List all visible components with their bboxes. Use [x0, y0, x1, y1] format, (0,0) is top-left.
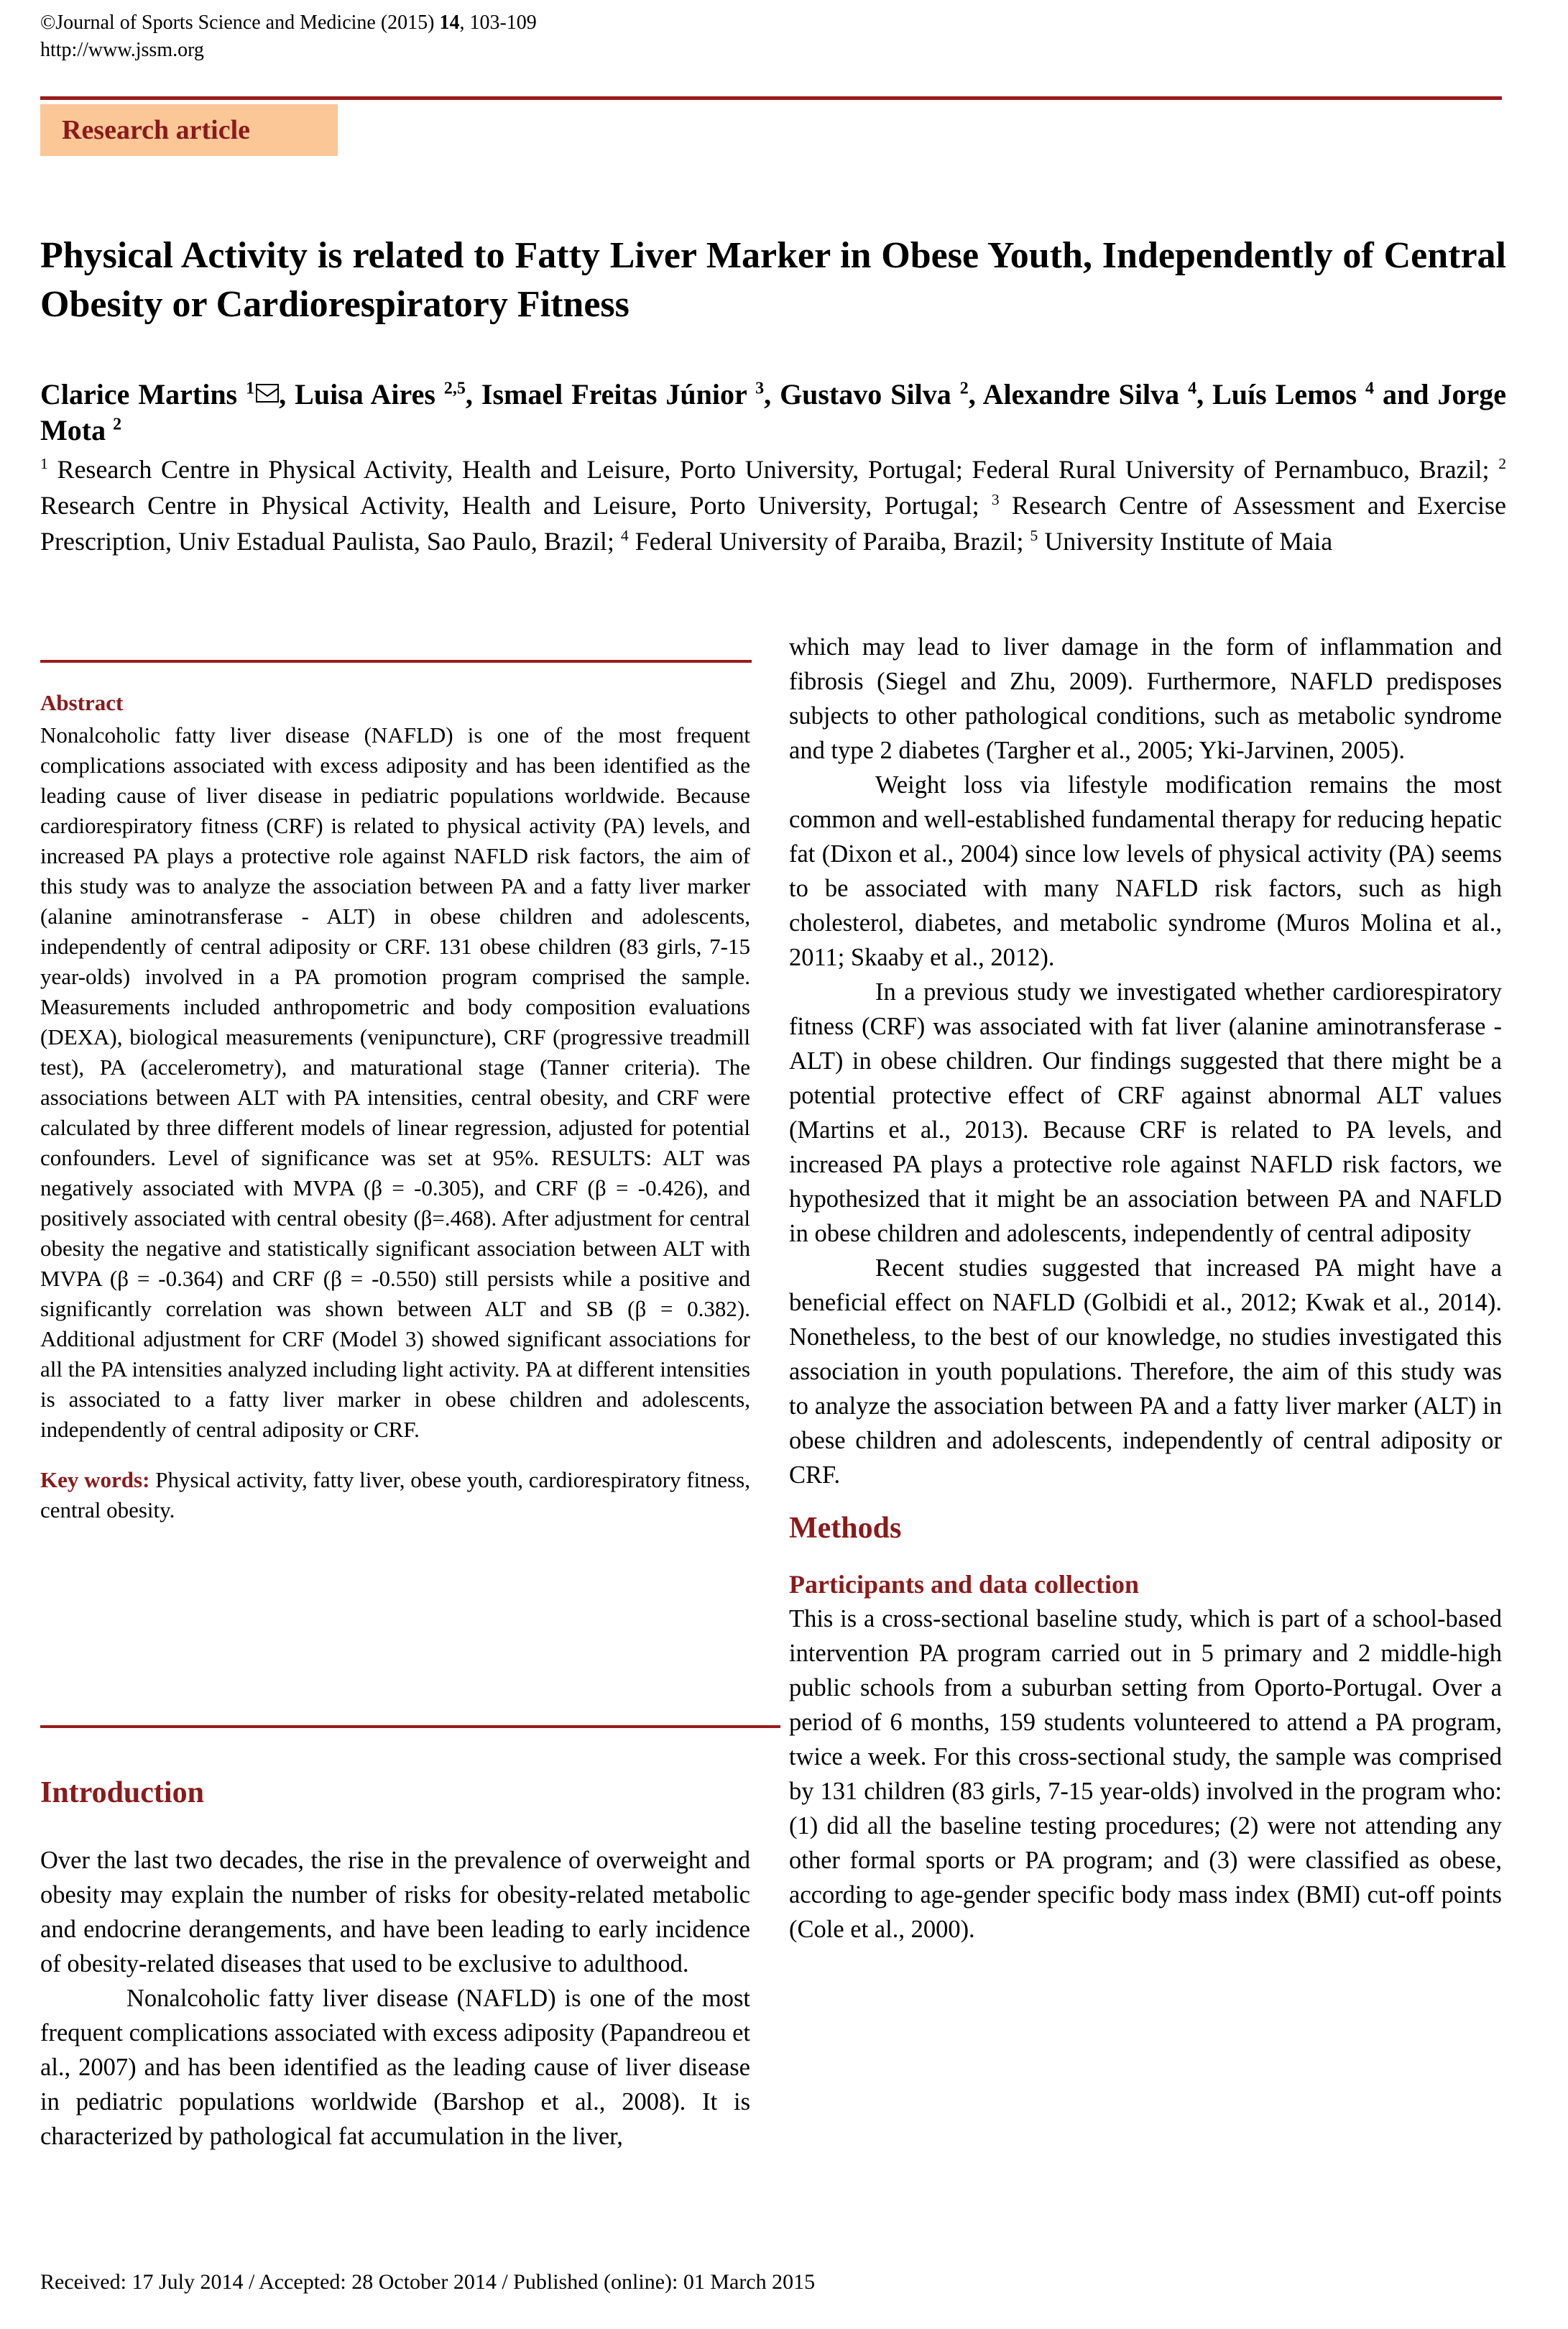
affiliation-mark: 1 [40, 455, 48, 472]
author: Clarice Martins [40, 378, 238, 410]
separator: and [1374, 378, 1438, 410]
introduction-heading: Introduction [40, 1776, 204, 1809]
affiliation: Research Centre in Physical Activity, Health and Leisure, Porto University, Portugal; [40, 491, 979, 520]
header-rule [40, 96, 1502, 100]
affiliation-mark: 2 [1498, 455, 1506, 472]
affiliation: Research Centre of Assessment and Exercise Prescription, Univ Estadual Paulista, Sao Paulo, Brazil; [40, 491, 1507, 556]
journal-pages: , 103-109 [459, 12, 537, 34]
article-type-label: Research article [62, 115, 251, 145]
publication-dates: Received: 17 July 2014 / Accepted: 28 October 2014 / Published (online): 01 March 2015 [40, 2270, 816, 2294]
intro-paragraph: Over the last two decades, the rise in the prevalence of overweight and obesity may explain the number of risks for obesity-related metabolic and endocrine derangements, and have been leading to early incidence of obesity-related diseases that used to be exclusive to adulthood. [40, 1847, 750, 1977]
author: Luís Lemos [1212, 378, 1357, 410]
intro-paragraph: Nonalcoholic fatty liver disease (NAFLD) is one of the most frequent complications associated with excess adiposity (Papandreou et al., 2007) and has been identified as the leading cause of liver disease in pediatric populations worldwide (Barshop et al., 2008). It is characterized by pathological fat accumulation in the liver, [40, 1985, 750, 2150]
right-column [789, 630, 1502, 1947]
journal-name: ©Journal of Sports Science and Medicine (2015) [40, 12, 440, 34]
author-affiliation-mark: 4 [1188, 379, 1197, 398]
separator: , [968, 378, 983, 410]
author-affiliation-mark: 1 [246, 379, 255, 398]
affiliation-mark: 5 [1030, 527, 1038, 544]
body-paragraph: which may lead to liver damage in the form of inflammation and fibrosis (Siegel and Zhu, 2009). Furthermore, NAFLD predisposes subjects to other pathological conditions, such as metabolic syndrome and type 2 diabetes (Targher et al., 2005; Yki-Jarvinen, 2005). [789, 633, 1502, 764]
paper-title: Physical Activity is related to Fatty Liver Marker in Obese Youth, Independently of Central Obesity or Cardiorespiratory Fitness [40, 235, 1506, 325]
methods-heading: Methods [789, 1512, 902, 1545]
introduction-section [40, 1776, 750, 2154]
separator: , [1196, 378, 1213, 410]
author: Gustavo Silva [780, 378, 951, 410]
author-affiliation-mark: 3 [755, 379, 765, 398]
article-type-badge [40, 104, 338, 156]
abstract-bottom-rule [40, 1725, 780, 1728]
author-affiliation-mark: 2 [113, 415, 122, 434]
journal-citation [40, 10, 537, 36]
participants-heading: Participants and data collection [789, 1570, 1139, 1599]
body-paragraph: Recent studies suggested that increased PA might have a beneficial effect on NAFLD (Golbidi et al., 2012; Kwak et al., 2014). Nonetheless, to the best of our knowledge, no studies investigated this association in youth populations. Therefore, the aim of this study was to analyze the association between PA and a fatty liver marker (ALT) in obese children and adolescents, independently of central adiposity or CRF. [789, 1254, 1502, 1489]
affiliations [40, 451, 1506, 559]
abstract-text: Nonalcoholic fatty liver disease (NAFLD) is one of the most frequent complications associated with excess adiposity and has been identified as the leading cause of liver disease in pediatric populations worldwide. Because cardiorespiratory fitness (CRF) is related to physical activity (PA) levels, and increased PA plays a protective role against NAFLD risk factors, the aim of this study was to analyze the association between PA and a fatty liver marker (alanine aminotransferase - ALT) in obese children and adolescents, independently of central adiposity or CRF. 131 obese children (83 girls, 7-15 year-olds) involved in a PA promotion program comprised the sample. Measurements included anthropometric and body composition evaluations (DEXA), biological measurements (venipuncture), CRF (progressive treadmill test), PA (accelerometry), and maturational stage (Tanner criteria). The associations between ALT with PA intensities, central obesity, and CRF were calculated by three different models of linear regression, adjusted for potential confounders. Level of significance was set at 95%. RESULTS: ALT was negatively associated with MVPA (β = -0.305), and CRF (β = -0.426), and positively associated with central obesity (β=.468). After adjustment for central obesity the negative and statistically significant association between ALT with MVPA (β = -0.364) and CRF (β = -0.550) still persists while a positive and significantly correlation was shown between ALT and SB (β = 0.382). Additional adjustment for CRF (Model 3) showed significant associations for all the PA intensities analyzed including light activity. PA at different intensities is associated to a fatty liver marker in obese children and adolescents, independently of central adiposity or CRF. [40, 722, 750, 1442]
author: Jorge Mota [40, 378, 1507, 446]
affiliation: Research Centre in Physical Activity, Health and Leisure, Porto University, Portugal; Federal Rural University of Pernambuco, Brazil; [57, 455, 1490, 484]
body-paragraph: This is a cross-sectional baseline study, which is part of a school-based intervention PA program carried out in 5 primary and 2 middle-high public schools from a suburban setting from Oporto-Portugal. Over a period of 6 months, 159 students volunteered to attend a PA program, twice a week. For this cross-sectional study, the sample was comprised by 131 children (83 girls, 7-15 year-olds) involved in the program who: (1) did all the baseline testing procedures; (2) were not attending any other formal sports or PA program; and (3) were classified as obese, according to age-gender specific body mass index (BMI) cut-off points (Cole et al., 2000). [789, 1605, 1502, 1943]
author: Ismael Freitas Júnior [481, 378, 747, 410]
author: Luisa Aires [295, 378, 435, 410]
journal-url[interactable]: http://www.jssm.org [40, 39, 204, 61]
separator: , [465, 378, 481, 410]
author-affiliation-mark: 4 [1365, 379, 1375, 398]
affiliation: Federal University of Paraiba, Brazil; [635, 527, 1024, 556]
keywords-label: Key words: [40, 1467, 150, 1492]
keywords [40, 1465, 750, 1525]
author-affiliation-mark: 2,5 [443, 379, 466, 398]
body-paragraph: Weight loss via lifestyle modification remains the most common and well-established fundamental therapy for reducing hepatic fat (Dixon et al., 2004) since low levels of physical activity (PA) seems to be associated with many NAFLD risk factors, such as high cholesterol, diabetes, and metabolic syndrome (Muros Molina et al., 2011; Skaaby et al., 2012). [789, 771, 1502, 971]
body-paragraph: In a previous study we investigated whether cardiorespiratory fitness (CRF) was associated with fat liver (alanine aminotransferase - ALT) in obese children. Our findings suggested that there might be a potential protective effect of CRF against abnormal ALT values (Martins et al., 2013). Because CRF is related to PA levels, and increased PA plays a protective role against NAFLD risk factors, we hypothesized that it might be an association between PA and NAFLD in obese children and adolescents, independently of central adiposity [789, 978, 1502, 1247]
journal-volume: 14 [439, 12, 460, 34]
abstract-top-rule [40, 660, 752, 663]
affiliation: University Institute of Maia [1044, 527, 1333, 556]
affiliation-mark: 3 [991, 491, 1000, 508]
abstract-heading: Abstract [40, 690, 124, 715]
email-icon[interactable] [256, 384, 279, 403]
author-affiliation-mark: 2 [959, 379, 969, 398]
author-list [40, 377, 1506, 449]
abstract-block [40, 686, 750, 1525]
affiliation-mark: 4 [620, 527, 629, 544]
separator: , [279, 378, 295, 410]
author: Alexandre Silva [982, 378, 1180, 410]
separator: , [764, 378, 780, 410]
keywords-list: Physical activity, fatty liver, obese youth, cardiorespiratory fitness, central obesity. [40, 1467, 750, 1522]
